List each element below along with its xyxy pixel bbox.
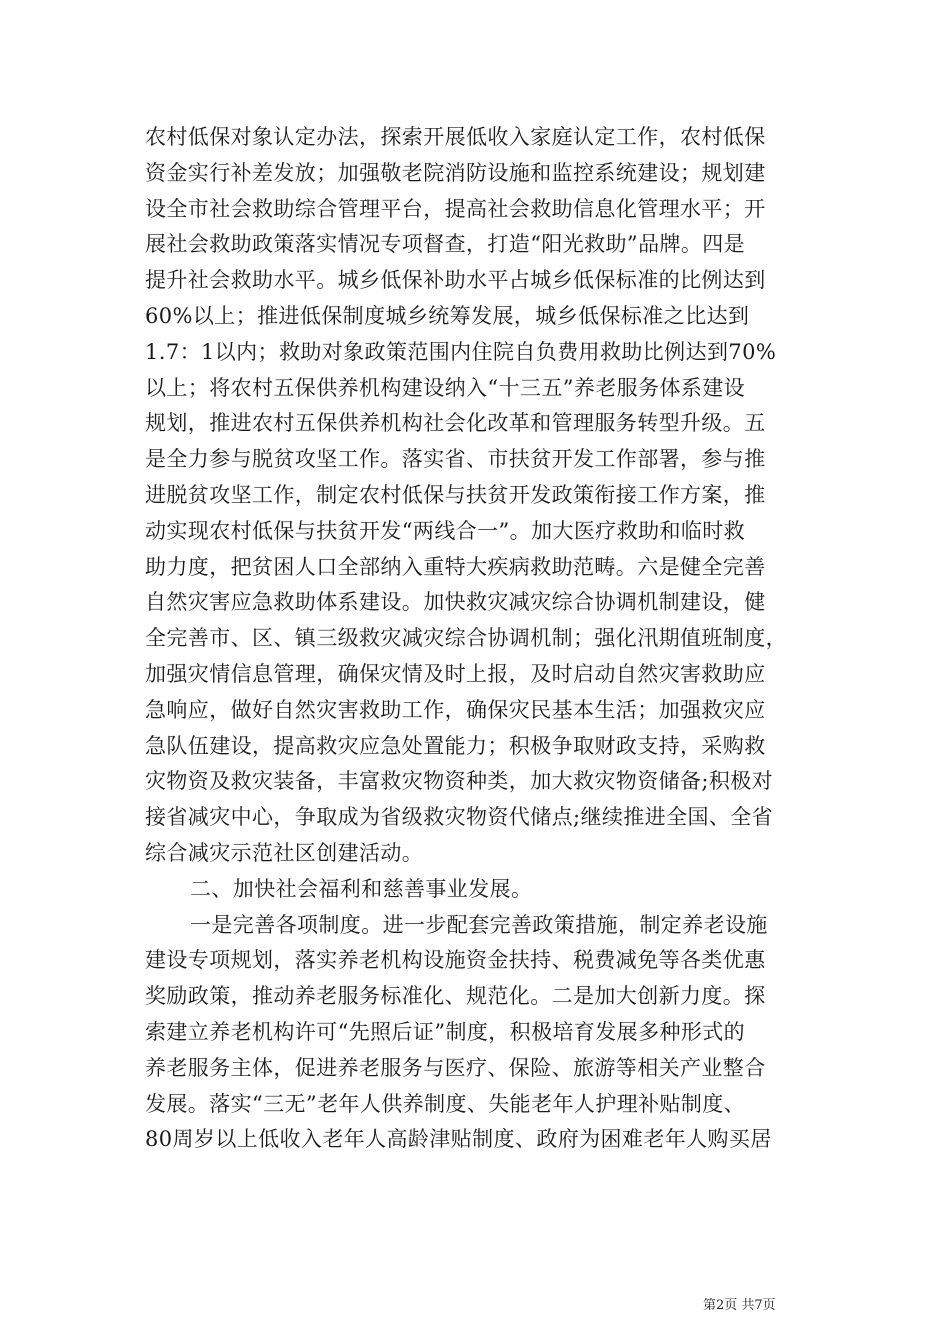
text-line: 灾物资及救灾装备，丰富救灾物资种类，加大救灾物资储备;积极对 (145, 769, 774, 794)
text-line: 急响应，做好自然灾害救助工作，确保灾民基本生活；加强救灾应 (145, 697, 766, 722)
text-line: 进脱贫攻坚工作，制定农村低保与扶贫开发政策衔接工作方案，推 (145, 482, 766, 507)
text-line: 资金实行补差发放；加强敬老院消防设施和监控系统建设；规划建 (145, 160, 766, 185)
text-line: 奖励政策，推动养老服务标准化、规范化。二是加大创新力度。探 (145, 984, 766, 1009)
text-line: 自然灾害应急救助体系建设。加快救灾减灾综合协调机制建设，健 (145, 590, 766, 615)
text-line: 农村低保对象认定办法，探索开展低收入家庭认定工作，农村低保 (145, 125, 766, 149)
text-line: 全完善市、区、镇三级救灾减灾综合协调机制；强化汛期值班制度， (145, 626, 787, 651)
text-line: 以上；将农村五保供养机构建设纳入“十三五”养老服务体系建设 (145, 375, 746, 400)
text-line: 60%以上；推进低保制度城乡统筹发展，城乡低保标准之比达到 (145, 303, 750, 328)
text-line: 提升社会救助水平。城乡低保补助水平占城乡低保标准的比例达到 (145, 268, 766, 293)
text-line: 建设专项规划，落实养老机构设施资金扶持、税费减免等各类优惠 (145, 948, 766, 973)
text-line: 助力度，把贫困人口全部纳入重特大疾病救助范畴。六是健全完善 (145, 554, 766, 579)
section-heading: 二、加快社会福利和慈善事业发展。 (190, 876, 533, 901)
paragraph-start: 一是完善各项制度。进一步配套完善政策措施，制定养老设施 (190, 912, 768, 937)
text-line: 养老服务主体，促进养老服务与医疗、保险、旅游等相关产业整合 (145, 1055, 766, 1080)
text-line: 综合减灾示范社区创建活动。 (145, 840, 424, 865)
text-line: 1.7：1以内；救助对象政策范围内住院自负费用救助比例达到70% (145, 339, 777, 364)
body-text (145, 120, 815, 1158)
text-line: 发展。落实“三无”老年人供养制度、失能老年人护理补贴制度、 (145, 1091, 746, 1116)
text-line: 索建立养老机构许可“先照后证”制度，积极培育发展多种形式的 (145, 1019, 746, 1044)
text-line: 急队伍建设，提高救灾应急处置能力；积极争取财政支持，采购救 (145, 733, 766, 758)
text-line: 展社会救助政策落实情况专项督查，打造“阳光救助”品牌。四是 (145, 232, 746, 257)
text-line: 规划，推进农村五保供养机构社会化改革和管理服务转型升级。五 (145, 411, 766, 436)
text-line: 动实现农村低保与扶贫开发“两线合一”。加大医疗救助和临时救 (145, 518, 746, 543)
text-line: 加强灾情信息管理，确保灾情及时上报，及时启动自然灾害救助应 (145, 661, 766, 686)
page-number: 第2页 共7页 (703, 1298, 776, 1313)
text-line: 是全力参与脱贫攻坚工作。落实省、市扶贫开发工作部署，参与推 (145, 447, 766, 472)
text-line: 接省减灾中心，争取成为省级救灾物资代储点;继续推进全国、全省 (145, 805, 774, 830)
text-line: 设全市社会救助综合管理平台，提高社会救助信息化管理水平；开 (145, 196, 766, 221)
text-line: 80周岁以上低收入老年人高龄津贴制度、政府为困难老年人购买居 (145, 1127, 772, 1152)
